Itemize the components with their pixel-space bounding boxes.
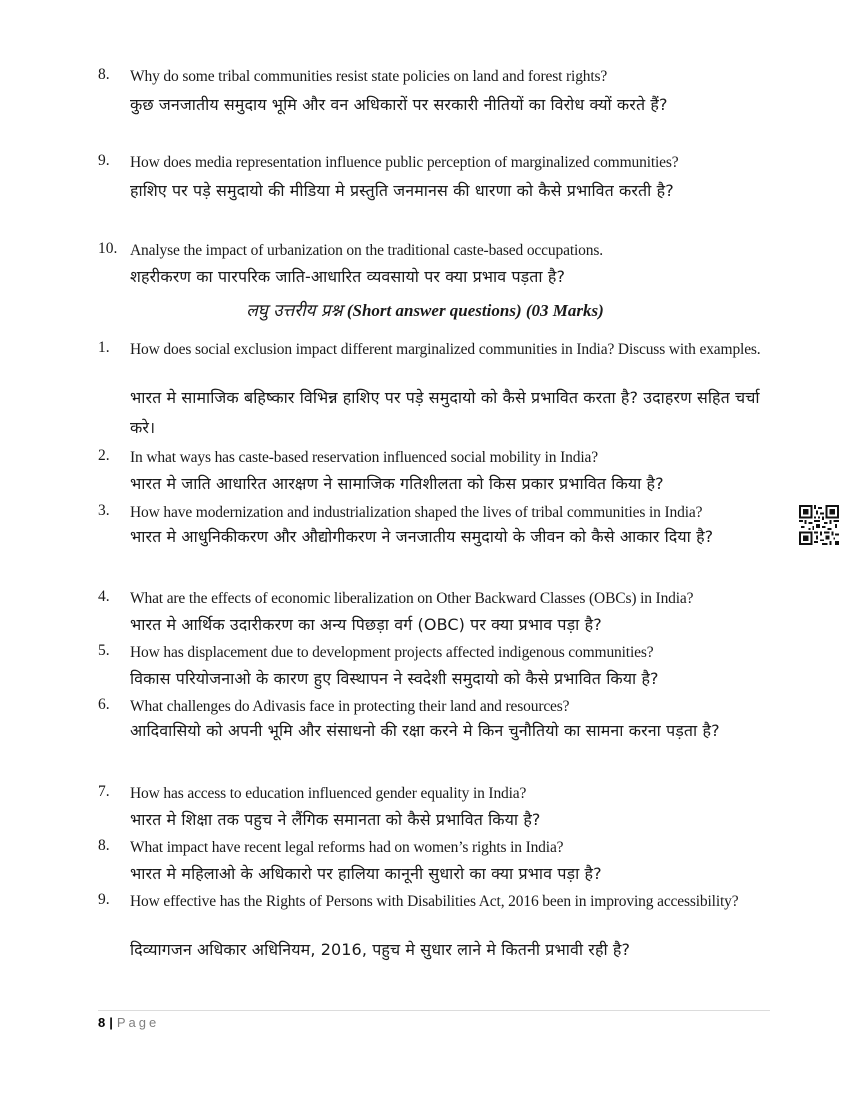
question-english: How has access to education influenced gender equality in India? [130,785,527,802]
section-heading [0,298,850,321]
question-english: Why do some tribal communities resist state policies on land and forest rights? [130,68,608,85]
question-number: 8. [98,837,110,854]
question-hindi: विकास परियोजनाओ के कारण हुए विस्थापन ने स्वदेशी समुदायो को कैसे प्रभावित किया है? [130,669,659,688]
question-number: 7. [98,783,110,800]
question-number: 10. [98,240,118,257]
question-number: 8. [98,66,110,83]
question-number: 4. [98,588,110,605]
page-label: Page [116,1015,160,1030]
question-english: Analyse the impact of urbanization on the traditional caste-based occupations. [130,242,603,259]
qr-code-icon [799,505,839,545]
question-hindi: भारत मे सामाजिक बहिष्कार विभिन्न हाशिए पर पड़े समुदायो को कैसे प्रभावित करता है? उदाहरण सहित चर्चा करे। [130,388,760,437]
question-number: 1. [98,339,110,356]
footer-separator: | [109,1015,113,1030]
question-hindi: भारत मे जाति आधारित आरक्षण ने सामाजिक गतिशीलता को किस प्रकार प्रभावित किया है? [130,474,664,493]
question-english: What impact have recent legal reforms had on women’s rights in India? [130,839,564,856]
question-number: 6. [98,696,110,713]
question-hindi: दिव्यागजन अधिकार अधिनियम, 2016, पहुच मे सुधार लाने मे कितनी प्रभावी रही है? [130,940,631,959]
page-number: 8 [98,1015,106,1030]
question-hindi: भारत मे महिलाओ के अधिकारो पर हालिया कानूनी सुधारो का क्या प्रभाव पड़ा है? [130,864,602,883]
question-english: What are the effects of economic liberalization on Other Backward Classes (OBCs) in India? [130,590,694,607]
question-number: 9. [98,152,110,169]
section-heading-hindi: लघु उत्तरीय प्रश्न [246,301,343,321]
question-english: How effective has the Rights of Persons with Disabilities Act, 2016 been in improving accessibility? [130,893,739,910]
question-hindi: हाशिए पर पड़े समुदायो की मीडिया मे प्रस्तुति जनमानस की धारणा को कैसे प्रभावित करती है? [130,181,674,200]
question-number: 2. [98,447,110,464]
question-number: 9. [98,891,110,908]
question-hindi: भारत मे आर्थिक उदारीकरण का अन्य पिछड़ा वर्ग (OBC) पर क्या प्रभाव पड़ा है? [130,615,602,634]
question-english: What challenges do Adivasis face in protecting their land and resources? [130,698,570,715]
question-hindi: भारत मे आधुनिकीकरण और औद्योगीकरण ने जनजातीय समुदायो के जीवन को कैसे आकार दिया है? [130,527,714,546]
question-number: 5. [98,642,110,659]
question-english: In what ways has caste-based reservation influenced social mobility in India? [130,449,598,466]
footer-divider [98,1010,770,1011]
question-english: How does media representation influence public perception of marginalized communities? [130,154,679,171]
question-number: 3. [98,502,110,519]
question-english: How have modernization and industrialization shaped the lives of tribal communities in India? [130,504,703,521]
question-english: How does social exclusion impact different marginalized communities in India? Discuss with examples. [130,341,761,358]
question-hindi: भारत मे शिक्षा तक पहुच ने लैंगिक समानता को कैसे प्रभावित किया है? [130,810,541,829]
page-footer [98,1015,159,1030]
question-english: How has displacement due to development projects affected indigenous communities? [130,644,654,661]
section-heading-english: (Short answer questions) (03 Marks) [346,301,604,320]
question-hindi: कुछ जनजातीय समुदाय भूमि और वन अधिकारों पर सरकारी नीतियों का विरोध क्यों करते हैं? [130,95,668,114]
question-hindi: शहरीकरण का पारपरिक जाति-आधारित व्यवसायो पर क्या प्रभाव पड़ता है? [130,267,566,286]
question-hindi: आदिवासियो को अपनी भूमि और संसाधनो की रक्षा करने मे किन चुनौतियो का सामना करना पड़ता है? [130,721,720,740]
